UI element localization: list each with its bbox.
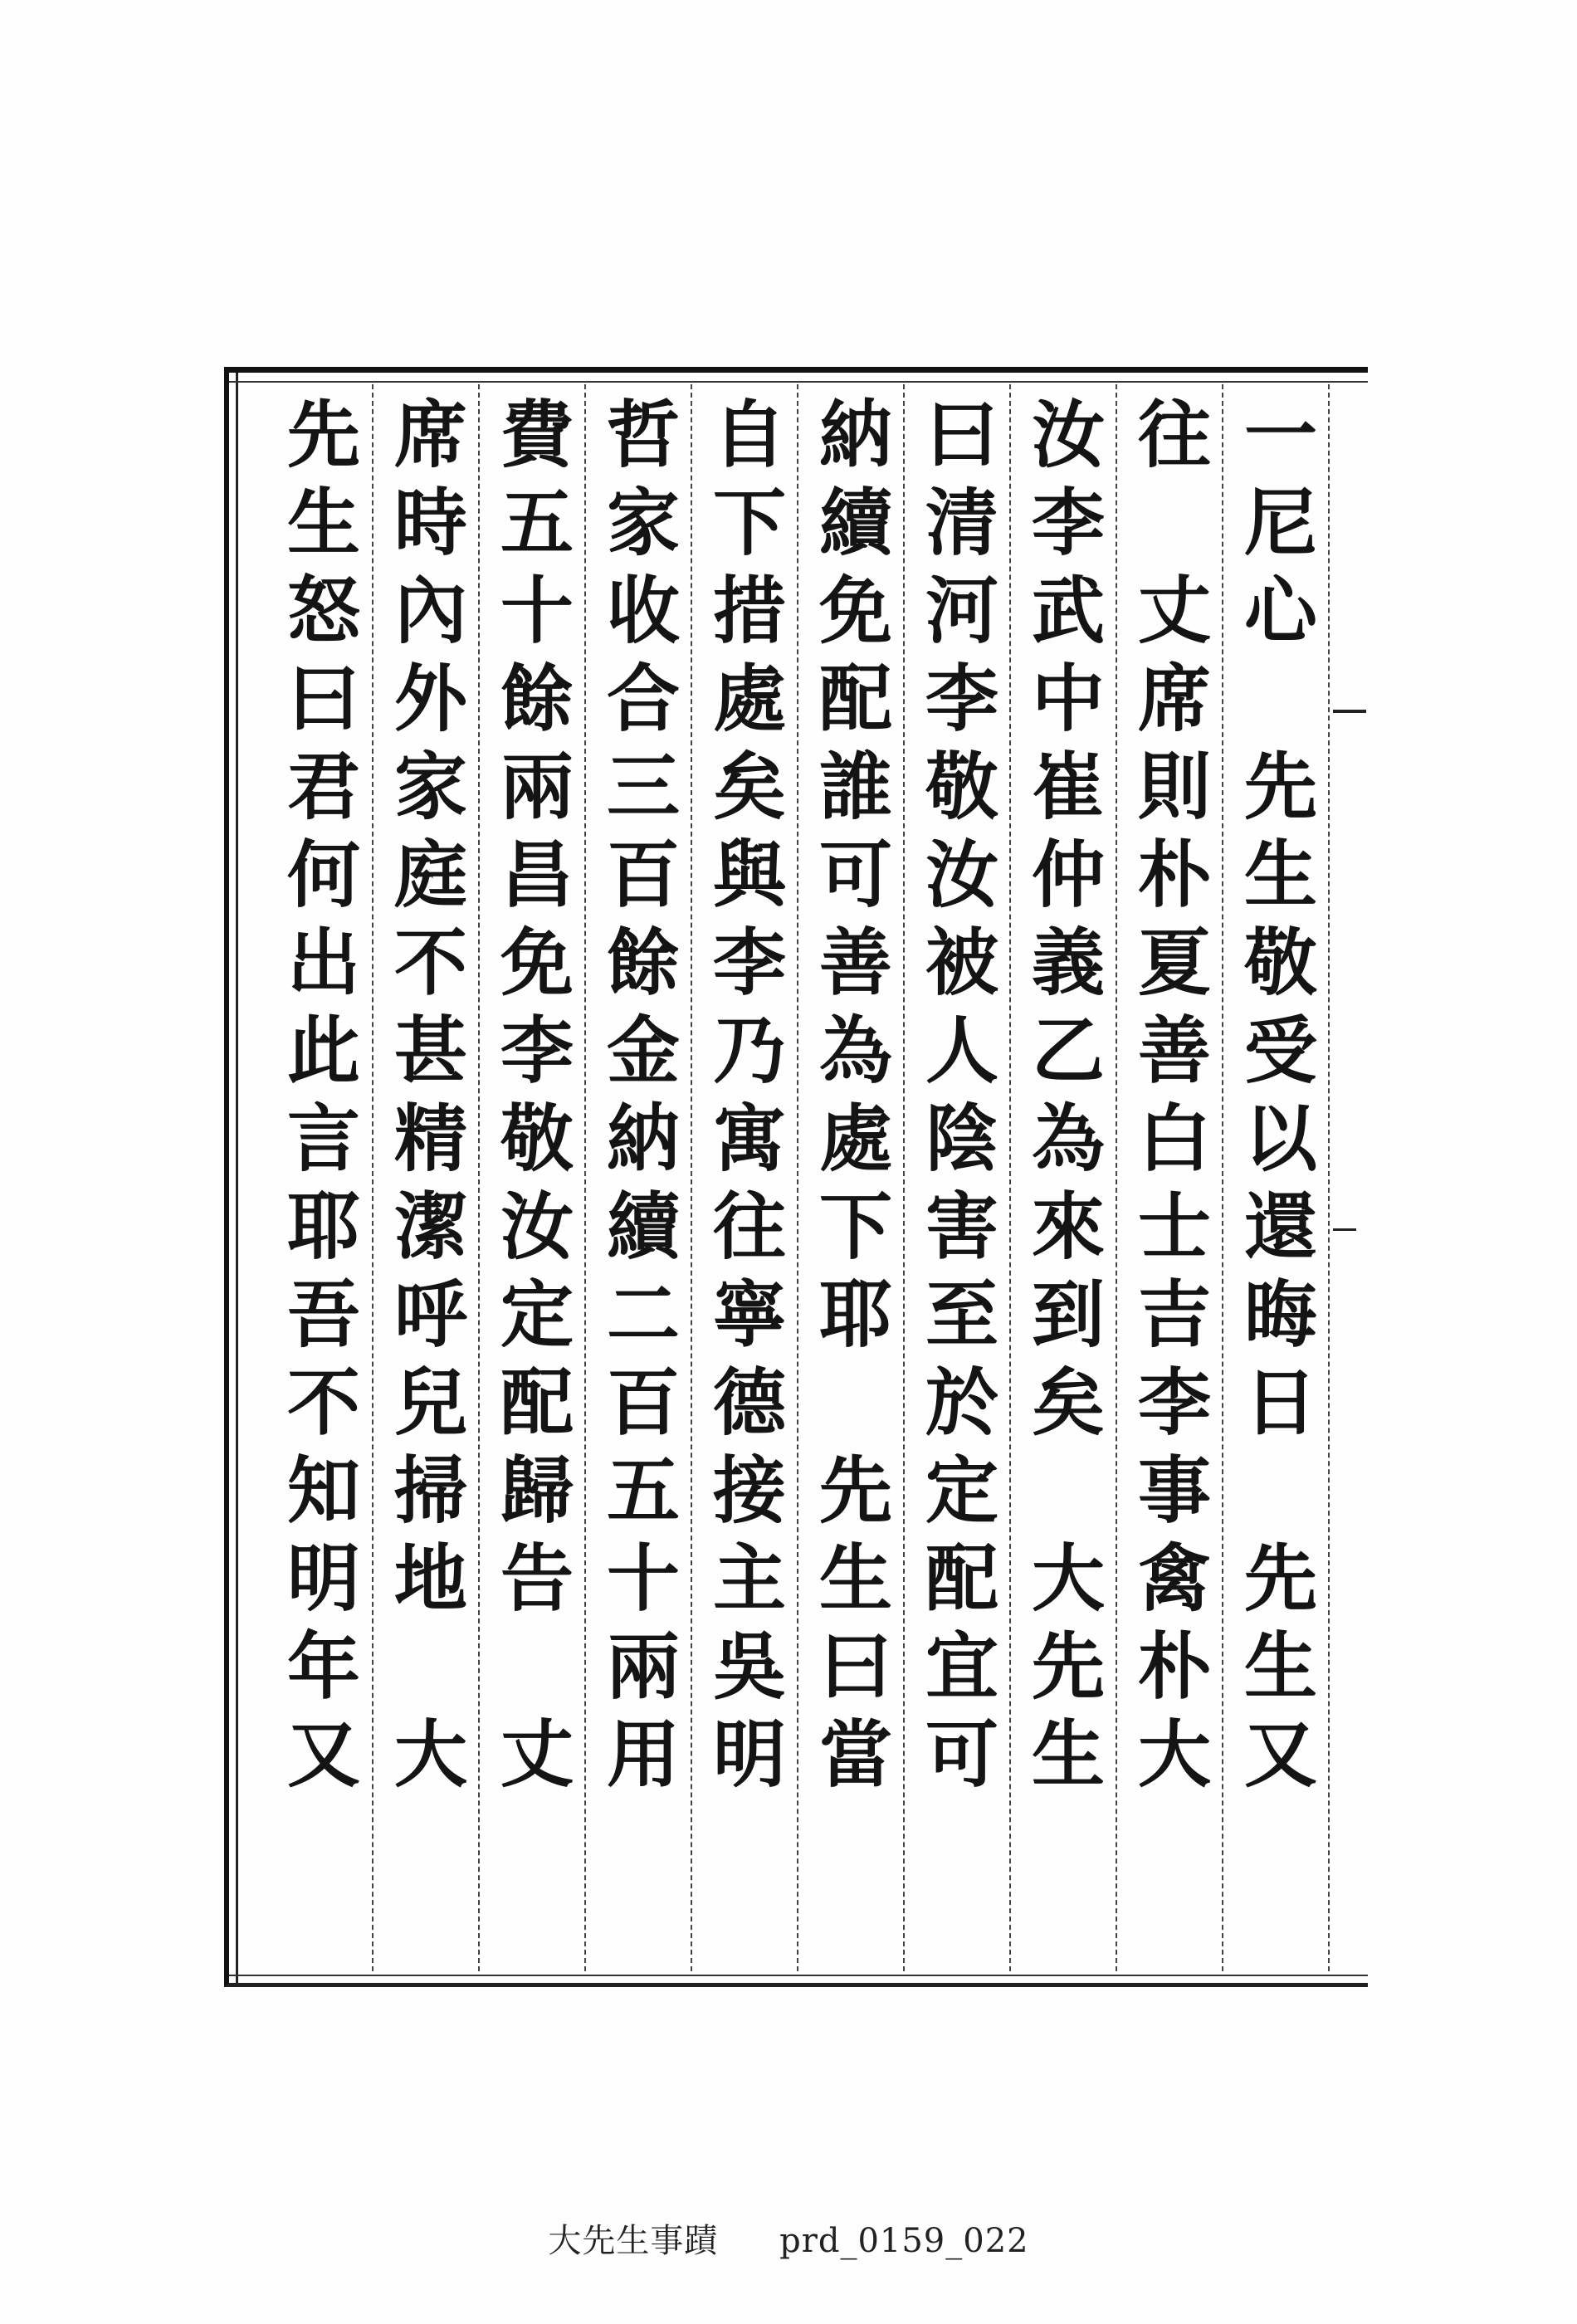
frame-inner-top-rule [229,381,1368,383]
text-column-9 [372,384,478,1971]
text-column-10 [266,384,372,1971]
caption-code: prd_0159_022 [779,2222,1029,2260]
text-frame [224,367,1368,1987]
column-text: 先生怒曰君何出此言耶吾不知明年又 [276,396,362,1804]
caption-title: 大先生事蹟 [548,2222,719,2260]
text-column-4 [903,384,1009,1971]
text-column-8 [478,384,584,1971]
text-column-1 [1222,384,1328,1971]
column-text: 費五十餘兩昌免李敬汝定配歸告 丈 [489,396,575,1804]
text-column-3 [1009,384,1116,1971]
text-column-6 [691,384,797,1971]
column-text: 自下措處矣與李乃寓往寧德接主吳明 [701,396,788,1804]
column-text: 席時內外家庭不甚精潔呼兒掃地 大 [383,396,469,1804]
column-text: 納續免配誰可善為處下耶 先生曰當 [808,396,894,1804]
text-columns [241,384,1368,1971]
page-caption [0,2214,1577,2262]
frame-inner-bottom-rule [229,1975,1368,1976]
column-text: 往 丈席則朴夏善白士吉李事禽朴大 [1126,396,1213,1804]
text-column-7 [584,384,691,1971]
frame-inner-left-rule [236,373,238,1983]
column-text: 汝李武中崔仲義乙為來到矣 大先生 [1020,396,1106,1804]
margin-tick-mark [1333,710,1366,713]
text-column-5 [797,384,903,1971]
column-text: 曰清河李敬汝被人陰害至於定配宜可 [914,396,1000,1804]
column-text: 一尼心 先生敬受以還晦日 先生又 [1233,396,1319,1804]
column-text: 哲家收合三百餘金納續二百五十兩用 [595,396,681,1804]
right-margin-column [1328,384,1368,1971]
margin-tick-mark [1333,1228,1356,1231]
text-column-2 [1116,384,1222,1971]
